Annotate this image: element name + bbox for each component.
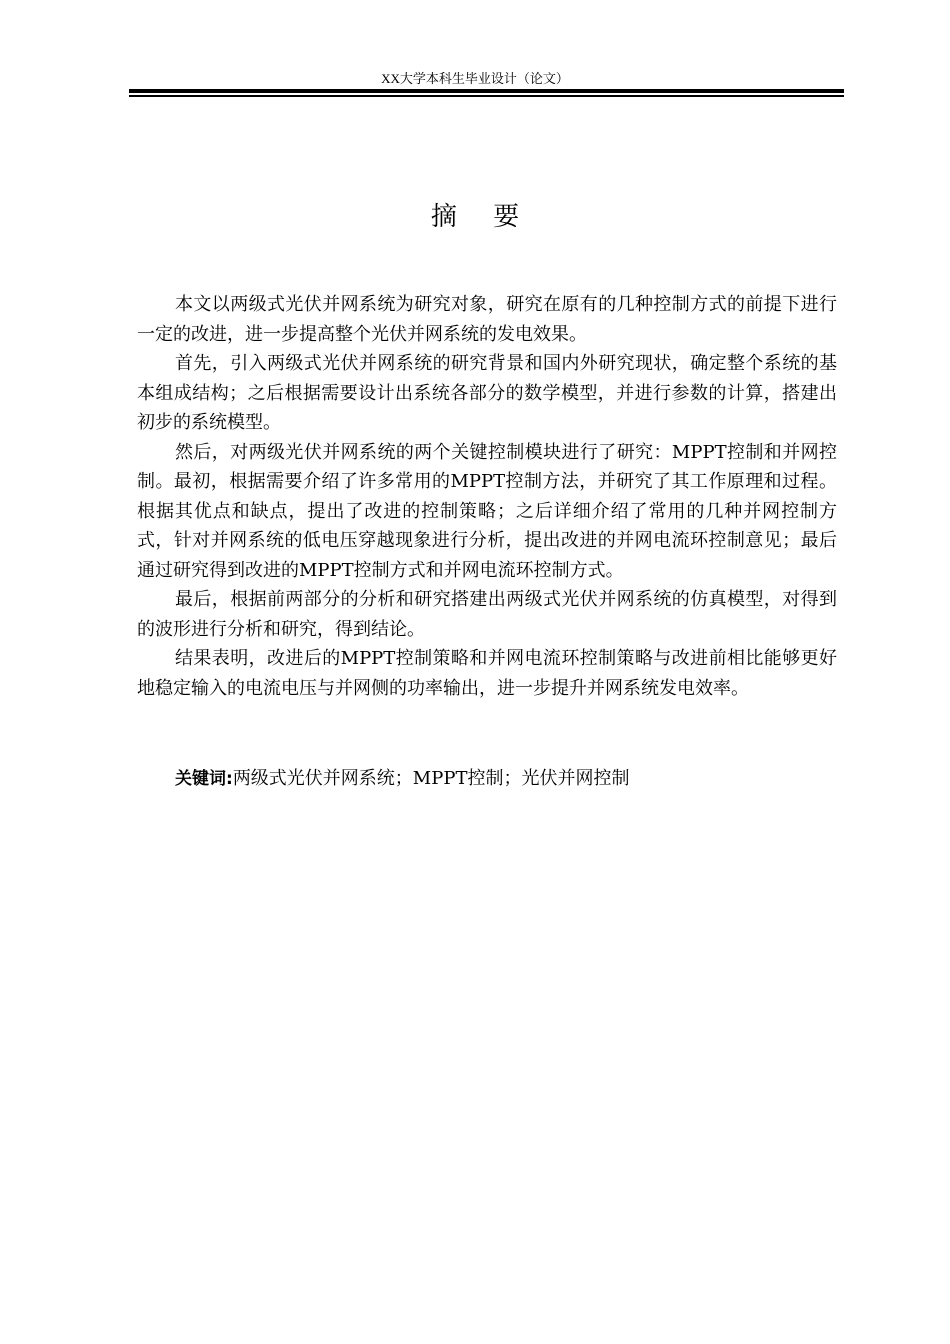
keywords-value: 两级式光伏并网系统；MPPT控制；光伏并网控制 xyxy=(232,768,630,789)
abstract-paragraph-2: 首先，引入两级式光伏并网系统的研究背景和国内外研究现状，确定整个系统的基本组成结构；之后根据需要设计出系统各部分的数学模型，并进行参数的计算，搭建出初步的系统模型。 xyxy=(137,353,837,433)
abstract-title: 摘 要 xyxy=(430,202,534,232)
page-header: XX大学本科生毕业设计（论文） xyxy=(381,71,569,86)
abstract-body xyxy=(137,290,837,703)
abstract-paragraph-3: 然后，对两级光伏并网系统的两个关键控制模块进行了研究：MPPT控制和并网控制。最初，根据需要介绍了许多常用的MPPT控制方法，并研究了其工作原理和过程。根据其优点和缺点，提出了改进的控制策略；之后详细介绍了常用的几种并网控制方式，针对并网系统的低电压穿越现象进行分析，提出改进的并网电流环控制意见；最后通过研究得到改进的MPPT控制方式和并网电流环控制方式。 xyxy=(137,441,837,581)
header-rule-thin xyxy=(129,95,844,97)
abstract-paragraph-1: 本文以两级式光伏并网系统为研究对象，研究在原有的几种控制方式的前提下进行一定的改进，进一步提高整个光伏并网系统的发电效果。 xyxy=(137,294,837,345)
abstract-paragraph-5: 结果表明，改进后的MPPT控制策略和并网电流环控制策略与改进前相比能够更好地稳定输入的电流电压与并网侧的功率输出，进一步提升并网系统发电效率。 xyxy=(137,648,837,699)
keywords-label: 关键词: xyxy=(175,769,233,789)
keywords-line xyxy=(175,764,629,794)
abstract-paragraph-4: 最后，根据前两部分的分析和研究搭建出两级式光伏并网系统的仿真模型，对得到的波形进行分析和研究，得到结论。 xyxy=(137,589,837,640)
header-rule-thick xyxy=(129,89,844,93)
